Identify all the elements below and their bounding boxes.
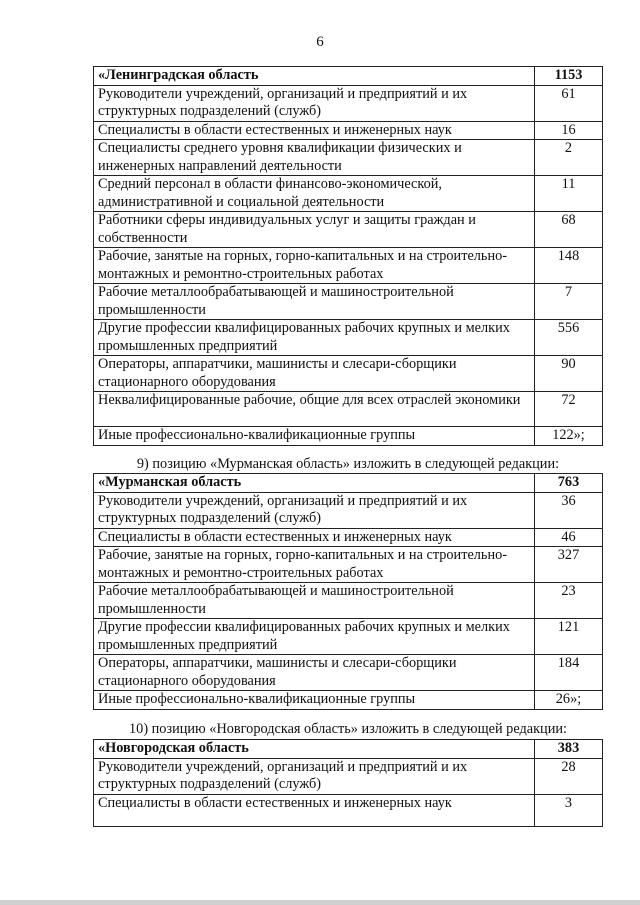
table-row bbox=[94, 284, 603, 320]
row-value: 327 bbox=[535, 547, 603, 583]
row-value: 122»; bbox=[535, 427, 603, 446]
row-value: 28 bbox=[535, 758, 603, 794]
region-total: 383 bbox=[535, 740, 603, 759]
row-label: Работники сферы индивидуальных услуг и защиты граждан и собственности bbox=[94, 212, 535, 248]
row-label: Рабочие, занятые на горных, горно-капитальных и на строительно-монтажных и ремонтно-строительных работах bbox=[94, 547, 535, 583]
row-label: Иные профессионально-квалификационные группы bbox=[94, 691, 535, 710]
table-header-row bbox=[94, 67, 603, 86]
page-number: 6 bbox=[316, 34, 324, 50]
table-row bbox=[94, 583, 603, 619]
row-label: Специалисты в области естественных и инженерных наук bbox=[94, 794, 535, 826]
table-row bbox=[94, 528, 603, 547]
row-value: 7 bbox=[535, 284, 603, 320]
row-label: Специалисты в области естественных и инженерных наук bbox=[94, 121, 535, 140]
row-value: 72 bbox=[535, 392, 603, 427]
section-intro: 10) позицию «Новгородская область» изложить в следующей редакции: bbox=[129, 721, 567, 737]
table-header-row bbox=[94, 474, 603, 493]
table-row bbox=[94, 248, 603, 284]
row-label: Операторы, аппаратчики, машинисты и слесари-сборщики стационарного оборудования bbox=[94, 356, 535, 392]
table-row bbox=[94, 356, 603, 392]
row-value: 61 bbox=[535, 85, 603, 121]
table-row bbox=[94, 655, 603, 691]
row-value: 121 bbox=[535, 619, 603, 655]
row-value: 556 bbox=[535, 320, 603, 356]
row-label: Средний персонал в области финансово-экономической, административной и социальной деятельности bbox=[94, 176, 535, 212]
row-label: Другие профессии квалифицированных рабочих крупных и мелких промышленных предприятий bbox=[94, 619, 535, 655]
row-value: 11 bbox=[535, 176, 603, 212]
row-value: 3 bbox=[535, 794, 603, 826]
row-label: Специалисты среднего уровня квалификации физических и инженерных направлений деятельности bbox=[94, 140, 535, 176]
row-label: Иные профессионально-квалификационные группы bbox=[94, 427, 535, 446]
row-label: Руководители учреждений, организаций и предприятий и их структурных подразделений (служб) bbox=[94, 492, 535, 528]
table-row bbox=[94, 121, 603, 140]
region-title: «Новгородская область bbox=[94, 740, 535, 759]
row-label: Неквалифицированные рабочие, общие для всех отраслей экономики bbox=[94, 392, 535, 427]
murmansk-table bbox=[93, 473, 603, 710]
row-label: Другие профессии квалифицированных рабочих крупных и мелких промышленных предприятий bbox=[94, 320, 535, 356]
region-title: «Мурманская область bbox=[94, 474, 535, 493]
region-total: 1153 bbox=[535, 67, 603, 86]
table-header-row bbox=[94, 740, 603, 759]
table-row bbox=[94, 140, 603, 176]
table-row bbox=[94, 392, 603, 427]
row-value: 23 bbox=[535, 583, 603, 619]
row-value: 46 bbox=[535, 528, 603, 547]
table-row bbox=[94, 758, 603, 794]
row-label: Руководители учреждений, организаций и предприятий и их структурных подразделений (служб) bbox=[94, 85, 535, 121]
table-row bbox=[94, 176, 603, 212]
table-row bbox=[94, 547, 603, 583]
row-value: 2 bbox=[535, 140, 603, 176]
row-value: 68 bbox=[535, 212, 603, 248]
table-row bbox=[94, 492, 603, 528]
table-row bbox=[94, 320, 603, 356]
region-total: 763 bbox=[535, 474, 603, 493]
row-label: Операторы, аппаратчики, машинисты и слесари-сборщики стационарного оборудования bbox=[94, 655, 535, 691]
table-row bbox=[94, 691, 603, 710]
row-value: 148 bbox=[535, 248, 603, 284]
row-value: 184 bbox=[535, 655, 603, 691]
novgorod-table bbox=[93, 739, 603, 827]
table-row bbox=[94, 427, 603, 446]
section-intro: 9) позицию «Мурманская область» изложить в следующей редакции: bbox=[136, 456, 560, 472]
row-label: Рабочие, занятые на горных, горно-капитальных и на строительно-монтажных и ремонтно-строительных работах bbox=[94, 248, 535, 284]
row-value: 90 bbox=[535, 356, 603, 392]
row-value: 26»; bbox=[535, 691, 603, 710]
table-row bbox=[94, 212, 603, 248]
table-row bbox=[94, 619, 603, 655]
row-value: 36 bbox=[535, 492, 603, 528]
region-title: «Ленинградская область bbox=[94, 67, 535, 86]
row-label: Рабочие металлообрабатывающей и машиностроительной промышленности bbox=[94, 284, 535, 320]
leningrad-table bbox=[93, 66, 603, 446]
row-label: Руководители учреждений, организаций и предприятий и их структурных подразделений (служб) bbox=[94, 758, 535, 794]
row-value: 16 bbox=[535, 121, 603, 140]
row-label: Специалисты в области естественных и инженерных наук bbox=[94, 528, 535, 547]
table-row bbox=[94, 85, 603, 121]
row-label: Рабочие металлообрабатывающей и машиностроительной промышленности bbox=[94, 583, 535, 619]
scan-edge bbox=[0, 900, 640, 905]
table-row bbox=[94, 794, 603, 826]
